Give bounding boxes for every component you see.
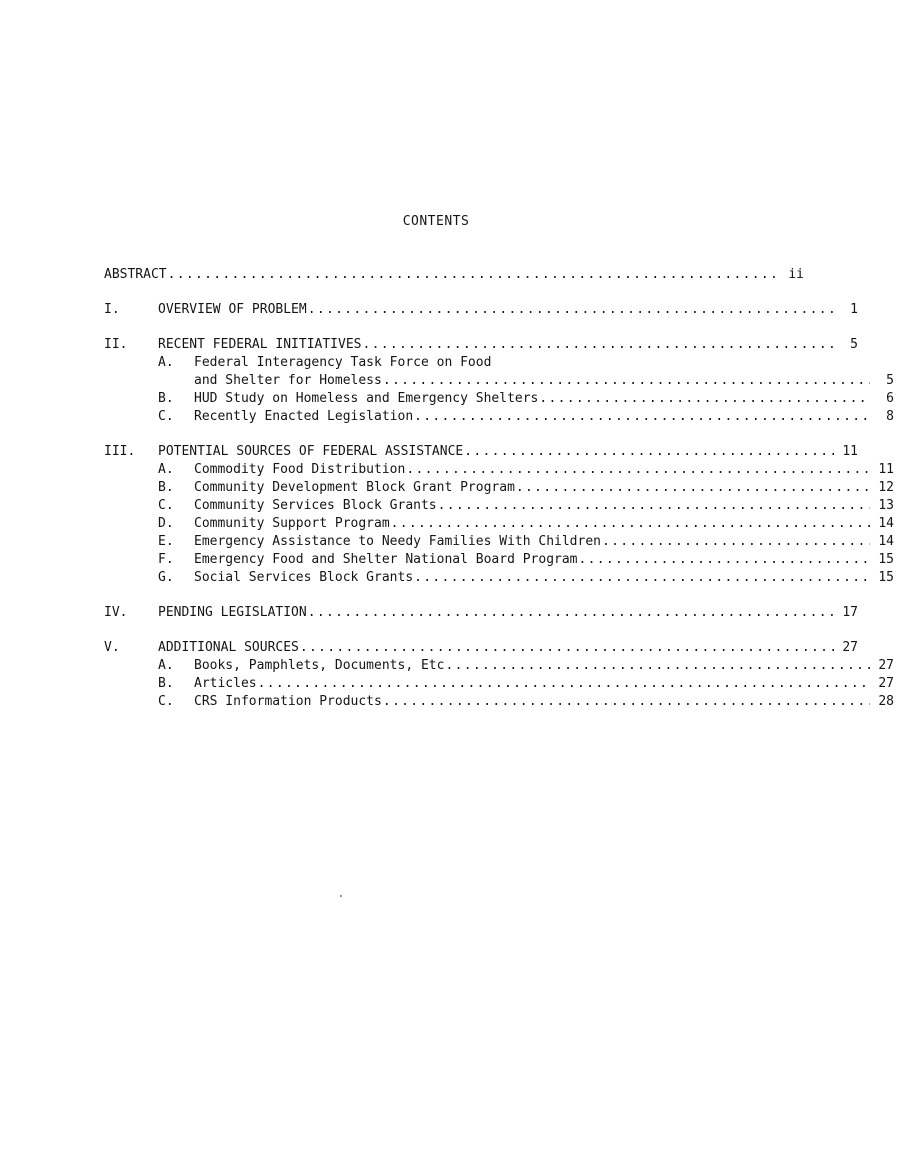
toc-entry-abstract[interactable] bbox=[104, 266, 804, 284]
toc-entry-label: Emergency Food and Shelter National Board Program bbox=[194, 552, 578, 567]
toc-page-number: 15 bbox=[878, 570, 894, 585]
toc-page-number: 11 bbox=[842, 444, 858, 459]
toc-entry-label: PENDING LEGISLATION bbox=[158, 605, 307, 620]
toc-subentry[interactable] bbox=[104, 461, 894, 479]
toc-subentry-continuation[interactable] bbox=[104, 372, 894, 390]
toc-entry-label: ABSTRACT bbox=[104, 267, 167, 282]
dot-leader bbox=[258, 675, 870, 693]
toc-entry-label: CRS Information Products bbox=[194, 694, 382, 709]
subentry-letter: C. bbox=[158, 694, 174, 709]
toc-page-number: 27 bbox=[878, 658, 894, 673]
toc-entry-label: Community Development Block Grant Program bbox=[194, 480, 515, 495]
dot-leader bbox=[406, 461, 870, 479]
dot-leader bbox=[308, 301, 834, 319]
toc-entry-label: HUD Study on Homeless and Emergency Shelters bbox=[194, 391, 539, 406]
toc-page-number: 13 bbox=[878, 498, 894, 513]
toc-page-number: 1 bbox=[850, 302, 858, 317]
toc-entry-label: Community Support Program bbox=[194, 516, 390, 531]
page-title: CONTENTS bbox=[402, 214, 470, 229]
toc-page-number: 6 bbox=[886, 391, 894, 406]
dot-leader bbox=[516, 479, 870, 497]
toc-entry-label: Social Services Block Grants bbox=[194, 570, 414, 585]
toc-section-1[interactable] bbox=[104, 301, 858, 319]
toc-entry-label: Recently Enacted Legislation bbox=[194, 409, 414, 424]
section-number: I. bbox=[104, 302, 120, 317]
scan-speck bbox=[340, 895, 342, 897]
toc-subentry[interactable] bbox=[104, 479, 894, 497]
subentry-letter: B. bbox=[158, 480, 174, 495]
toc-entry-label: POTENTIAL SOURCES OF FEDERAL ASSISTANCE bbox=[158, 444, 464, 459]
toc-subentry[interactable] bbox=[104, 408, 894, 426]
subentry-letter: F. bbox=[158, 552, 174, 567]
toc-section-4[interactable] bbox=[104, 604, 858, 622]
dot-leader bbox=[414, 408, 870, 426]
dot-leader bbox=[414, 569, 870, 587]
toc-page-number: 14 bbox=[878, 516, 894, 531]
dot-leader bbox=[363, 336, 835, 354]
dot-leader bbox=[445, 657, 870, 675]
toc-subentry[interactable] bbox=[104, 551, 894, 569]
toc-page-number: 27 bbox=[842, 640, 858, 655]
dot-leader bbox=[579, 551, 870, 569]
toc-subentry[interactable] bbox=[104, 390, 894, 408]
toc-subentry[interactable] bbox=[104, 569, 894, 587]
subentry-letter: C. bbox=[158, 498, 174, 513]
toc-entry-label: RECENT FEDERAL INITIATIVES bbox=[158, 337, 362, 352]
toc-page-number: ii bbox=[788, 267, 804, 282]
toc-page-number: 14 bbox=[878, 534, 894, 549]
toc-page-number: 5 bbox=[886, 373, 894, 388]
toc-section-2[interactable] bbox=[104, 336, 858, 354]
toc-entry-label: and Shelter for Homeless bbox=[194, 373, 382, 388]
subentry-letter: A. bbox=[158, 462, 174, 477]
toc-subentry[interactable] bbox=[104, 497, 894, 515]
toc-entry-label: Emergency Assistance to Needy Families With Children bbox=[194, 534, 601, 549]
toc-page-number: 28 bbox=[878, 694, 894, 709]
dot-leader bbox=[602, 533, 870, 551]
subentry-letter: B. bbox=[158, 676, 174, 691]
dot-leader bbox=[383, 693, 870, 711]
toc-page-number: 15 bbox=[878, 552, 894, 567]
toc-subentry[interactable] bbox=[104, 515, 894, 533]
dot-leader bbox=[168, 266, 780, 284]
toc-entry-label: Books, Pamphlets, Documents, Etc bbox=[194, 658, 445, 673]
dot-leader bbox=[464, 443, 834, 461]
dot-leader bbox=[539, 390, 870, 408]
dot-leader bbox=[391, 515, 870, 533]
subentry-letter: G. bbox=[158, 570, 174, 585]
toc-page-number: 5 bbox=[850, 337, 858, 352]
toc-subentry[interactable] bbox=[104, 693, 894, 711]
section-number: V. bbox=[104, 640, 120, 655]
subentry-letter: E. bbox=[158, 534, 174, 549]
toc-page-number: 12 bbox=[878, 480, 894, 495]
section-number: II. bbox=[104, 337, 128, 352]
subentry-letter: D. bbox=[158, 516, 174, 531]
toc-page-number: 8 bbox=[886, 409, 894, 424]
section-number: III. bbox=[104, 444, 136, 459]
subentry-letter: B. bbox=[158, 391, 174, 406]
toc-page-number: 11 bbox=[878, 462, 894, 477]
subentry-letter: A. bbox=[158, 355, 174, 370]
toc-entry-label: ADDITIONAL SOURCES bbox=[158, 640, 299, 655]
subentry-letter: C. bbox=[158, 409, 174, 424]
toc-subentry[interactable] bbox=[104, 675, 894, 693]
toc-entry-label: Articles bbox=[194, 676, 257, 691]
table-of-contents bbox=[104, 266, 894, 711]
toc-page-number: 17 bbox=[842, 605, 858, 620]
dot-leader bbox=[308, 604, 834, 622]
toc-page-number: 27 bbox=[878, 676, 894, 691]
dot-leader bbox=[438, 497, 870, 515]
dot-leader bbox=[300, 639, 834, 657]
toc-entry-label: Federal Interagency Task Force on Food bbox=[194, 355, 492, 370]
toc-subentry[interactable] bbox=[104, 533, 894, 551]
toc-entry-label: Commodity Food Distribution bbox=[194, 462, 406, 477]
toc-entry-label: OVERVIEW OF PROBLEM bbox=[158, 302, 307, 317]
subentry-letter: A. bbox=[158, 658, 174, 673]
dot-leader bbox=[383, 372, 870, 390]
toc-entry-label: Community Services Block Grants bbox=[194, 498, 437, 513]
toc-subentry[interactable] bbox=[104, 657, 894, 675]
toc-section-5[interactable] bbox=[104, 639, 858, 657]
section-number: IV. bbox=[104, 605, 128, 620]
toc-subentry[interactable] bbox=[104, 354, 804, 372]
toc-section-3[interactable] bbox=[104, 443, 858, 461]
